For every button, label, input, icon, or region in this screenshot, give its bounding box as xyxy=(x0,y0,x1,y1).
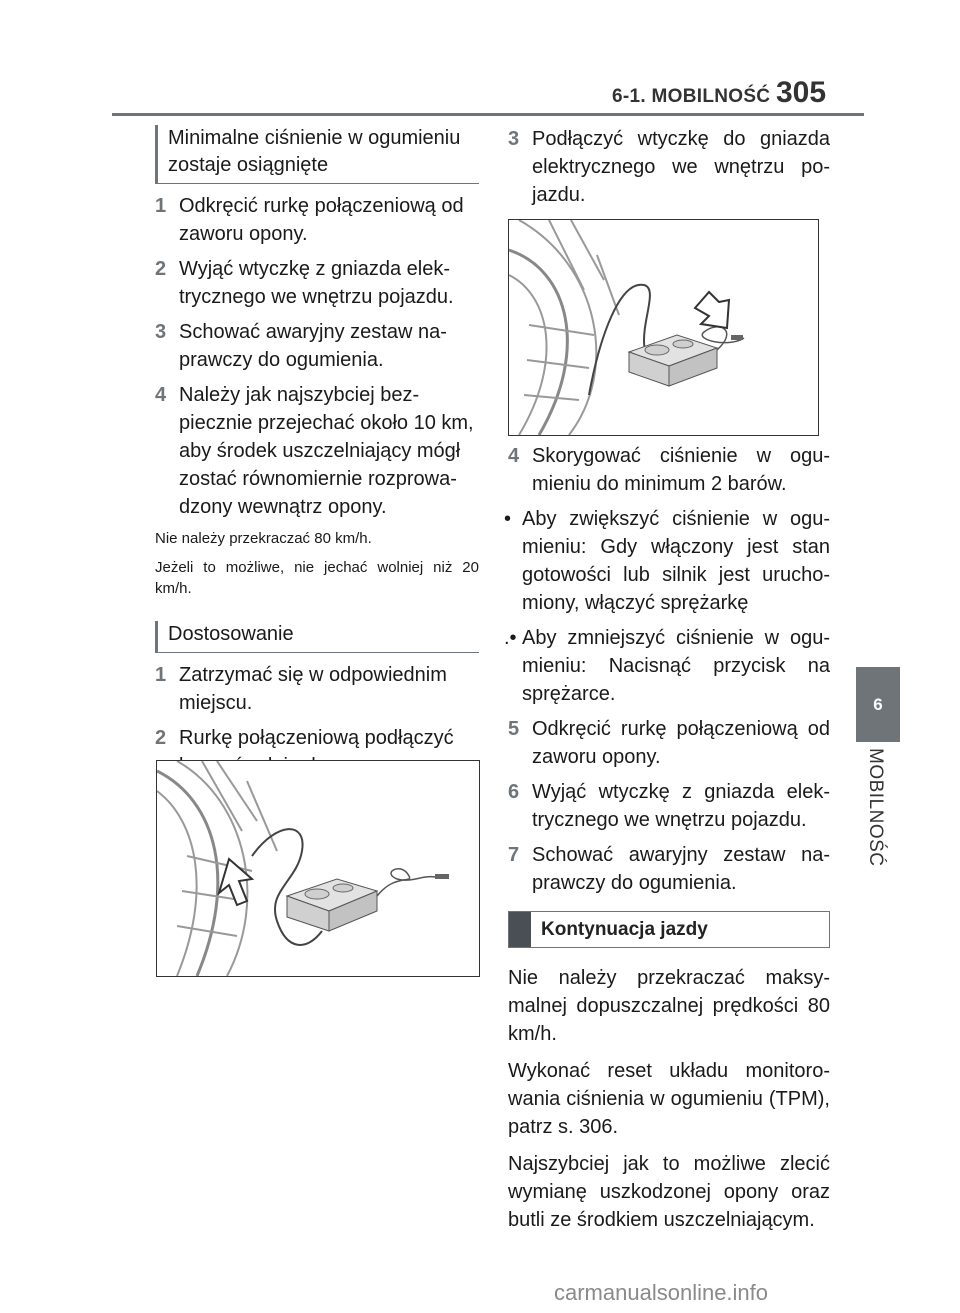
bullet-mark: .• xyxy=(504,627,517,649)
subheading-min-pressure: Minimalne ciśnienie w ogumieniu zostaje osiągnięte xyxy=(155,125,479,184)
step-item xyxy=(508,778,830,834)
step-text: Schować awaryjny zestaw na- prawczy do ogumienia. xyxy=(532,844,830,894)
step-number: 2 xyxy=(155,727,167,749)
step-number: 1 xyxy=(155,664,167,686)
step-item xyxy=(155,192,479,248)
paragraph: Nie należy przekraczać maksy- malnej dopuszczalnej prędkości 80 km/h. xyxy=(508,967,830,1045)
figure-valve-connection xyxy=(156,760,480,977)
paragraph: Najszybciej jak to możliwe zlecić wymianę uszkodzonej opony oraz butli ze środkiem uszczelniającym. xyxy=(508,1153,830,1231)
step-item xyxy=(155,661,479,717)
step-item xyxy=(508,715,830,771)
banner-label: Kontynuacja jazdy xyxy=(541,919,708,940)
chapter-side-label: MOBILNOŚĆ xyxy=(865,748,886,867)
speed-note: Nie należy przekraczać 80 km/h. xyxy=(155,530,372,547)
step-text: Zatrzymać się w odpowiednim miejscu. xyxy=(179,664,447,714)
page-number: 305 xyxy=(776,76,827,109)
step-item xyxy=(155,255,479,311)
banner-bar xyxy=(509,912,531,947)
bullet-mark: • xyxy=(504,508,512,530)
bullet-text: Aby zmniejszyć ciśnienie w ogu- mieniu: Nacisnąć przycisk na sprężarce. xyxy=(522,627,830,705)
step-item xyxy=(508,442,830,498)
bullet-text: Aby zwiększyć ciśnienie w ogu- mieniu: Gdy włączony jest stan gotowości lub silnik jest urucho- miony, włączyć sprężarkę xyxy=(522,508,830,614)
step-number: 5 xyxy=(508,718,520,740)
right-column xyxy=(504,125,830,1243)
step-text: Podłączyć wtyczkę do gniazda elektrycznego we wnętrzu po- jazdu. xyxy=(532,128,830,206)
step-number: 6 xyxy=(508,781,520,803)
step-number: 2 xyxy=(155,258,167,280)
watermark: carmanualsonline.info xyxy=(554,1280,769,1305)
step-item xyxy=(508,841,830,897)
section-title: 6-1. MOBILNOŚĆ xyxy=(612,86,771,107)
step-number: 4 xyxy=(508,445,520,467)
step-text: Schować awaryjny zestaw na- prawczy do ogumienia. xyxy=(179,321,447,371)
step-text: Należy jak najszybciej bez- piecznie przejechać około 10 km, aby środek uszczelniający mógł zostać równomiernie rozprowa- dzony wewnątrz opony. xyxy=(179,384,474,518)
plug-illustration xyxy=(509,220,818,435)
section-banner xyxy=(508,911,830,948)
step-number: 1 xyxy=(155,195,167,217)
step-text: Rurkę połączeniową podłączyć xyxy=(179,727,454,749)
step-text: Wyjąć wtyczkę z gniazda elek- trycznego we wnętrzu pojazdu. xyxy=(179,258,454,308)
figure-plug-socket xyxy=(508,219,819,436)
paragraph: Wykonać reset układu monitoro- wania ciśnienia w ogumieniu (TPM), patrz s. 306. xyxy=(508,1060,830,1138)
step-number: 3 xyxy=(508,128,520,150)
left-column xyxy=(155,125,479,787)
bullet-item xyxy=(504,505,830,617)
step-text: Odkręcić rurkę połączeniową od zaworu opony. xyxy=(179,195,464,245)
step-text: Skorygować ciśnienie w ogu- mieniu do minimum 2 barów. xyxy=(532,445,830,495)
step-item xyxy=(155,318,479,374)
header-divider xyxy=(112,113,864,116)
step-number: 3 xyxy=(155,321,167,343)
bullet-item xyxy=(504,624,830,708)
step-number: 4 xyxy=(155,384,167,406)
step-number: 7 xyxy=(508,844,520,866)
valve-illustration xyxy=(157,761,479,976)
step-text: Odkręcić rurkę połączeniową od zaworu opony. xyxy=(532,718,830,768)
min-speed-note: Jeżeli to możliwe, nie jechać wolniej niż 20 km/h. xyxy=(155,559,479,597)
subheading-adjust: Dostosowanie xyxy=(155,621,479,653)
step-item xyxy=(508,125,830,209)
step-item xyxy=(155,381,479,521)
chapter-tab: 6 xyxy=(856,667,900,742)
step-text: Wyjąć wtyczkę z gniazda elek- trycznego we wnętrzu pojazdu. xyxy=(532,781,830,831)
